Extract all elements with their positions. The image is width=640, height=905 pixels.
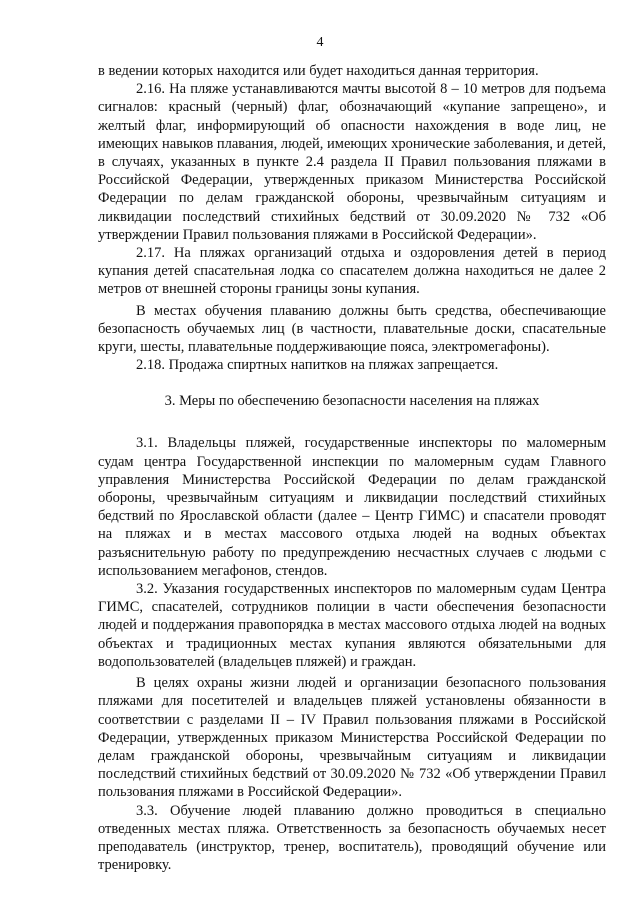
section-heading: 3. Меры по обеспечению безопасности населения на пляжах bbox=[164, 393, 540, 410]
page-number: 4 bbox=[316, 35, 324, 50]
paragraph-2-16: 2.16. На пляже устанавливаются мачты высотой 8 – 10 метров для подъема сигналов: красный (черный) флаг, обозначающий «купание запрещено», и желтый флаг, информирующий об опасности нахождения в воде лиц, не имеющих навыков плавания, людей, имеющих хронические заболевания, и детей, в случаях, указанных в пункте 2.4 раздела II Правил пользования пляжами в Российской Федерации, утвержденных приказом Министерства Российской Федерации по делам гражданской обороны, чрезвычайным ситуациям и ликвидации последствий стихийных бедствий от 30.09.2020 № 732 «Об утверждении Правил пользования пляжами в Российской Федерации». bbox=[98, 81, 606, 243]
paragraph-2-17: 2.17. На пляжах организаций отдыха и оздоровления детей в период купания детей спасательная лодка со спасателем должна находиться не далее 2 метров от внешней стороны границы зоны купания. bbox=[98, 245, 606, 298]
paragraph-3-1: 3.1. Владельцы пляжей, государственные инспекторы по маломерным судам центра Государственной инспекции по маломерным судам Главного управления Министерства Российской Федерации по делам гражданской обороны, чрезвычайным ситуациям и ликвидации последствий стихийных бедствий по Ярославской области (далее – Центр ГИМС) и спасатели проводят на пляжах и в местах массового отдыха людей на водных объектах разъяснительную работу по предупреждению несчастных случаев с людьми с использованием мегафонов, стендов. bbox=[98, 435, 606, 579]
paragraph-3-3: 3.3. Обучение людей плаванию должно проводиться в специально отведенных местах пляжа. Ответственность за безопасность обучаемых несет преподаватель (инструктор, тренер, воспитатель), проводящий обучение или тренировку. bbox=[98, 802, 606, 874]
paragraph-3-2: 3.2. Указания государственных инспекторов по маломерным судам Центра ГИМС, спасателей, сотрудников полиции в части обеспечения безопасности людей и поддержания правопорядка в местах массового отдыха людей на водных объектах и традиционных местах купания являются обязательными для водопользователей (владельцев пляжей) и граждан. bbox=[98, 581, 606, 670]
paragraph-2-18: 2.18. Продажа спиртных напитков на пляжах запрещается. bbox=[136, 357, 499, 374]
paragraph-duties: В целях охраны жизни людей и организации безопасного пользования пляжами для посетителей и владельцев пляжей установлены обязанности в соответствии с разделами II – IV Правил пользования пляжами в Российской Федерации, утвержденных приказом Министерства Российской Федерации по делам гражданской обороны, чрезвычайным ситуациям и ликвидации последствий стихийных бедствий от 30.09.2020 № 732 «Об утверждении Правил пользования пляжами в Российской Федерации». bbox=[98, 675, 606, 801]
document-body bbox=[98, 62, 606, 874]
paragraph-continuation: в ведении которых находится или будет находиться данная территория. bbox=[98, 63, 539, 79]
paragraph-swimming-training-means: В местах обучения плаванию должны быть средства, обеспечивающие безопасность обучаемых лиц (в частности, плавательные доски, спасательные круги, шесты, плавательные поддерживающие пояса, электромегафоны). bbox=[98, 302, 606, 356]
